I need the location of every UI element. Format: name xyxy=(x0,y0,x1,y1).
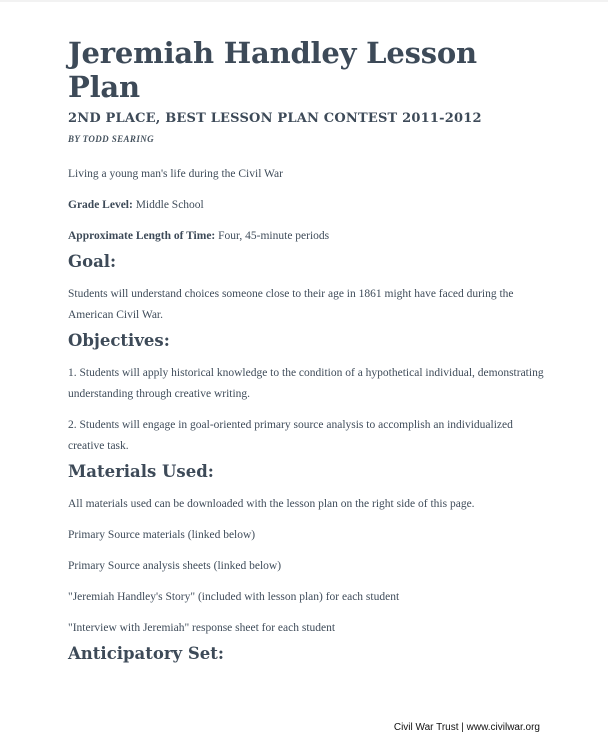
contest-subtitle: 2ND PLACE, BEST LESSON PLAN CONTEST 2011-2012 xyxy=(68,111,482,126)
section-heading-materials-used: Materials Used: xyxy=(68,462,214,481)
materials-analysis-sheets: Primary Source analysis sheets (linked below) xyxy=(68,560,282,572)
section-heading-objectives: Objectives: xyxy=(68,331,170,350)
section-heading-anticipatory-set: Anticipatory Set: xyxy=(68,644,225,663)
materials-primary-source: Primary Source materials (linked below) xyxy=(68,529,256,541)
grade-level-value: Middle School xyxy=(132,199,204,211)
document-content xyxy=(68,2,546,676)
author-byline: BY TODD SEARING xyxy=(68,134,155,144)
length-of-time-label: Approximate Length of Time: xyxy=(68,230,216,242)
length-of-time-row xyxy=(68,226,546,247)
materials-download-note: All materials used can be downloaded with the lesson plan on the right side of this page. xyxy=(68,498,475,510)
goal-paragraph: Students will understand choices someone close to their age in 1861 might have faced during the American Civil War. xyxy=(68,288,514,321)
grade-level-row xyxy=(68,195,546,216)
objective-1-paragraph: 1. Students will apply historical knowledge to the condition of a hypothetical individual, demonstrating understanding through creative writing. xyxy=(68,367,544,400)
length-of-time-value: Four, 45-minute periods xyxy=(215,230,330,242)
page-title: Jeremiah Handley Lesson Plan xyxy=(68,36,477,104)
materials-interview-sheet: "Interview with Jeremiah" response sheet for each student xyxy=(68,622,336,634)
grade-level-label: Grade Level: xyxy=(68,199,133,211)
materials-story-handout: "Jeremiah Handley's Story" (included with lesson plan) for each student xyxy=(68,591,400,603)
section-heading-goal: Goal: xyxy=(68,252,117,271)
intro-text: Living a young man's life during the Civil War xyxy=(68,168,283,180)
objective-2-paragraph: 2. Students will engage in goal-oriented primary source analysis to accomplish an individualized creative task. xyxy=(68,419,513,452)
footer-credit: Civil War Trust | www.civilwar.org xyxy=(393,722,540,733)
